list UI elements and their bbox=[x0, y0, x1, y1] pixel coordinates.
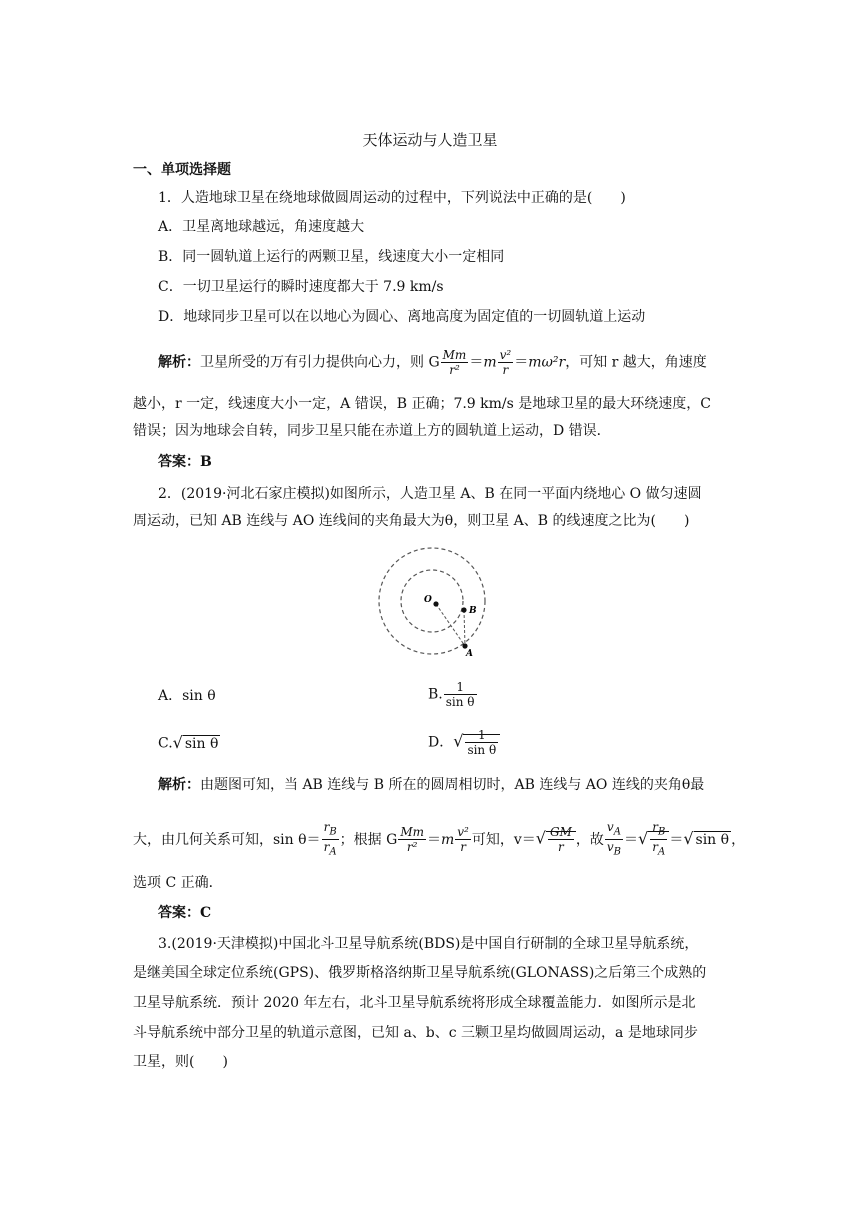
solution-label: 解析： bbox=[158, 354, 200, 371]
q2-solution-text5: ，故 bbox=[575, 831, 604, 848]
q2-option-b bbox=[428, 680, 478, 709]
line-ab bbox=[464, 610, 465, 646]
solution-label: 解析： bbox=[158, 777, 200, 793]
q3-stem-line2: 是继美国全球定位系统(GPS)、俄罗斯格洛纳斯卫星导航系统(GLONASS)之后第三个成熟的 bbox=[133, 965, 707, 981]
label-b: B bbox=[469, 606, 477, 616]
q2-solution-text3: ；根据 G bbox=[339, 831, 398, 848]
q1-solution-text1: 卫星所受的万有引力提供向心力，则 G bbox=[200, 354, 440, 371]
formula-sqrt: √ $\frac{GM}{r}$ bbox=[536, 825, 576, 854]
q2-stem-line2: 周运动，已知 AB 连线与 AO 连线间的夹角最大为θ，则卫星 A、B 的线速度之比为( ) bbox=[133, 513, 690, 529]
section-heading: 一、单项选择题 bbox=[133, 162, 231, 178]
center-o-point bbox=[433, 601, 438, 606]
q1-answer: 答案：B bbox=[158, 454, 212, 470]
q2-solution-text1: 由题图可知，当 AB 连线与 B 所在的圆周相切时，AB 连线与 AO 连线的夹角θ最 bbox=[200, 777, 705, 793]
label-o: O bbox=[424, 595, 432, 605]
satellite-a-point bbox=[462, 643, 467, 648]
option-b-prefix: B. bbox=[428, 686, 443, 703]
orbit-diagram bbox=[376, 544, 492, 660]
q2-solution-line1 bbox=[158, 775, 704, 795]
q2-solution-text4: 可知，v＝ bbox=[471, 831, 536, 848]
label-a: A bbox=[466, 649, 473, 659]
q1-option-c: C．一切卫星运行的瞬时速度都大于 7.9 km/s bbox=[158, 279, 444, 295]
q3-stem-line5: 卫星，则( ) bbox=[133, 1054, 228, 1070]
formula-fraction: $\frac{1}{\text{sin θ}}$ bbox=[445, 680, 475, 709]
q1-option-a: A．卫星离地球越远，角速度越大 bbox=[158, 219, 365, 235]
formula-fraction: $\frac{\text{v²}}{r}$ bbox=[457, 825, 469, 855]
q2-solution-text6: ， bbox=[731, 831, 746, 848]
satellite-b-point bbox=[461, 607, 466, 612]
q2-option-d bbox=[428, 728, 500, 757]
q1-solution-line1: 解析：卫星所受的万有引力提供向心力，则 G $\frac{Mm}{\text{r²}}$ ＝m $\frac{\text{v²}}{r}$ ＝mω²r，可知 r 越大，角速度 bbox=[158, 348, 707, 377]
q3-stem-line1: 3.(2019·天津模拟)中国北斗卫星导航系统(BDS)是中国自行研制的全球卫星导航系统， bbox=[158, 936, 699, 952]
formula-sqrt: √ $\frac{1}{\text{sin θ}}$ bbox=[453, 728, 500, 757]
q2-option-c bbox=[158, 733, 220, 754]
q1-solution-line2: 越小，r 一定，线速度大小一定，A 错误，B 正确；7.9 km/s 是地球卫星的最大环绕速度，C bbox=[133, 396, 711, 412]
formula-sqrt: √ $\frac{r_B}{r_A}$ bbox=[638, 820, 669, 860]
formula-fraction: $\frac{Mm}{\text{r²}}$ bbox=[400, 825, 424, 855]
q2-solution-line2: 大，由几何关系可知，sin θ＝ $\frac{r_B}{r_A}$ ；根据 G $\frac{Mm}{\text{r²}}$ ＝m $\frac{\text{v²}}{r}$ 可知，v＝√ $\frac{GM}{r}$ ，故 $\frac{v_A}{v_B}$ ＝√ $\frac{r_B}{r_A}$ ＝√ sin θ ， bbox=[133, 820, 746, 858]
option-d-prefix: D． bbox=[428, 734, 454, 751]
q1-solution-text2: ，可知 r 越大，角速度 bbox=[565, 354, 707, 371]
q2-solution-line3: 选项 C 正确． bbox=[133, 875, 223, 891]
q2-solution-text2: 大，由几何关系可知，sin θ＝ bbox=[133, 831, 321, 848]
q1-option-b: B．同一圆轨道上运行的两颗卫星，线速度大小一定相同 bbox=[158, 249, 505, 265]
formula-fraction: $\frac{r_B}{r_A}$ bbox=[323, 820, 337, 858]
formula-fraction: $\frac{\text{v²}}{r}$ bbox=[499, 348, 512, 377]
outer-orbit bbox=[379, 548, 485, 654]
formula-fraction: $\frac{v_A}{v_B}$ bbox=[606, 820, 621, 858]
q2-answer: 答案：C bbox=[158, 905, 212, 921]
q1-solution-line3: 错误；因为地球会自转，同步卫星只能在赤道上方的圆轨道上运动，D 错误． bbox=[133, 423, 611, 439]
page-title: 天体运动与人造卫星 bbox=[362, 131, 498, 149]
q1-option-d: D．地球同步卫星可以在以地心为圆心、离地高度为固定值的一切圆轨道上运动 bbox=[158, 309, 646, 325]
inner-orbit bbox=[401, 570, 463, 632]
q2-option-a: A．sin θ bbox=[158, 688, 216, 704]
formula-sqrt: √ sin θ bbox=[683, 829, 730, 849]
q2-stem-line1: 2．(2019·河北石家庄模拟)如图所示，人造卫星 A、B 在同一平面内绕地心 O 做匀速圆 bbox=[158, 486, 702, 502]
formula-fraction: $\frac{Mm}{\text{r²}}$ bbox=[442, 348, 467, 377]
q1-stem: 1．人造地球卫星在绕地球做圆周运动的过程中，下列说法中正确的是( ) bbox=[158, 190, 626, 206]
q3-stem-line3: 卫星导航系统．预计 2020 年左右，北斗卫星导航系统将形成全球覆盖能力．如图所示是北 bbox=[133, 995, 696, 1011]
option-c-prefix: C. bbox=[158, 735, 173, 752]
formula-sqrt: √ sin θ bbox=[172, 733, 219, 752]
line-oa bbox=[436, 604, 465, 646]
q3-stem-line4: 斗导航系统中部分卫星的轨道示意图，已知 a、b、c 三颗卫星均做圆周运动，a 是地球同步 bbox=[133, 1025, 698, 1041]
